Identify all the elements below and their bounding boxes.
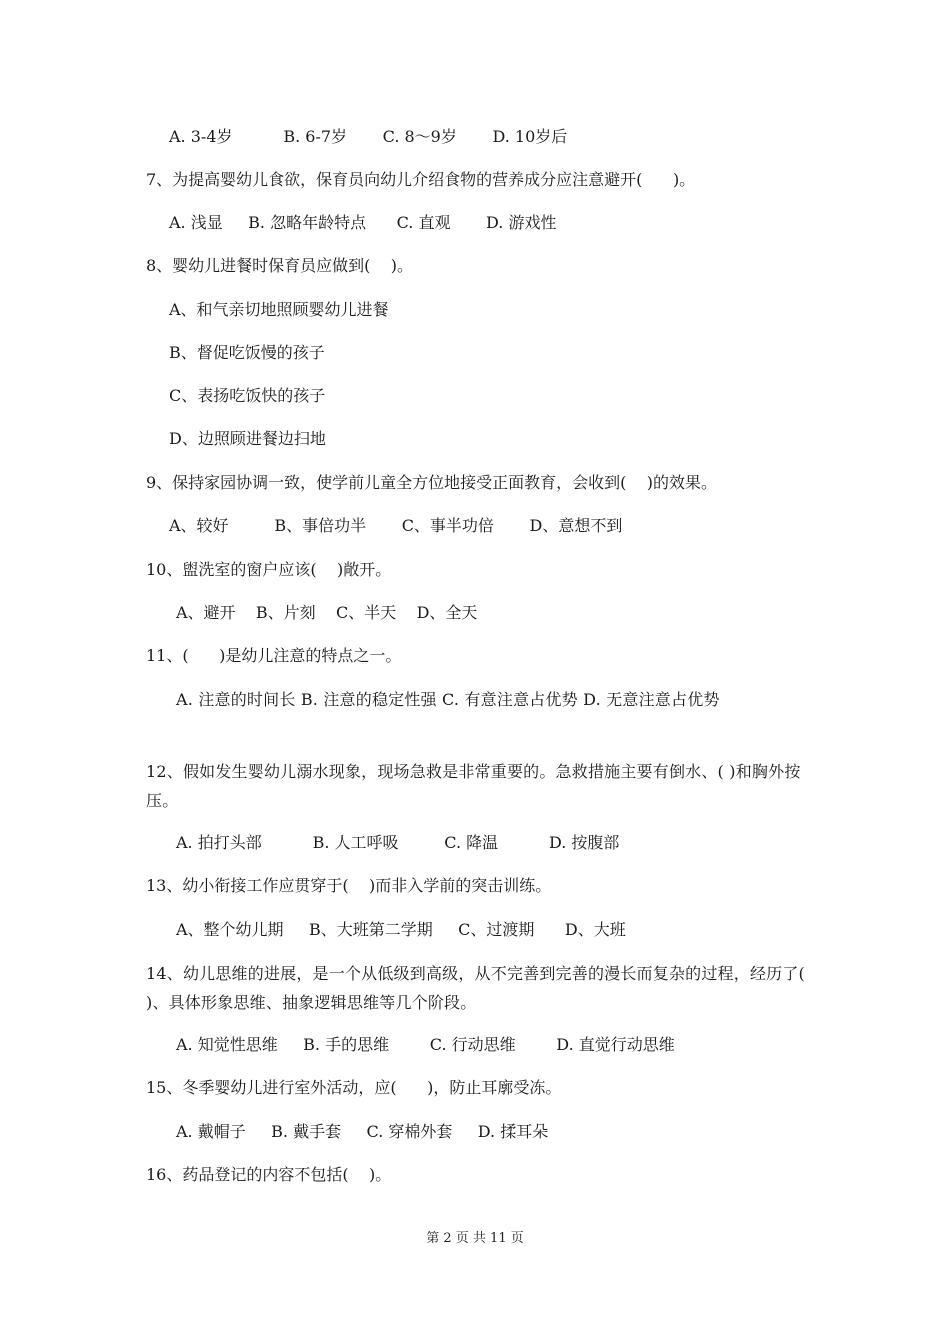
q14-stem: 14、幼儿思维的进展，是一个从低级到高级，从不完善到完善的漫长而复杂的过程，经历了( )、具体形象思维、抽象逻辑思维等几个阶段。 — [146, 964, 806, 1012]
page-footer: 第 2 页 共 11 页 — [426, 1231, 524, 1246]
q14-options: A. 知觉性思维 B. 手的思维 C. 行动思维 D. 直觉行动思维 — [176, 1035, 675, 1054]
q11-options: A. 注意的时间长 B. 注意的稳定性强 C. 有意注意占优势 D. 无意注意占优势 — [176, 690, 720, 709]
q8-option-c: C、表扬吃饭快的孩子 — [169, 386, 326, 405]
q15-stem: 15、冬季婴幼儿进行室外活动，应( )，防止耳廓受冻。 — [146, 1078, 562, 1097]
q8-stem: 8、婴幼儿进餐时保育员应做到( )。 — [146, 256, 414, 275]
q6-options: A. 3-4岁 B. 6-7岁 C. 8～9岁 D. 10岁后 — [169, 127, 568, 146]
q13-stem: 13、幼小衔接工作应贯穿于( )而非入学前的突击训练。 — [146, 876, 552, 895]
q13-options: A、整个幼儿期 B、大班第二学期 C、过渡期 D、大班 — [176, 920, 626, 939]
q7-options: A. 浅显 B. 忽略年龄特点 C. 直观 D. 游戏性 — [169, 213, 557, 232]
q10-stem: 10、盥洗室的窗户应该( )敞开。 — [146, 560, 392, 579]
q9-options: A、较好 B、事倍功半 C、事半功倍 D、意想不到 — [169, 516, 623, 535]
q16-stem: 16、药品登记的内容不包括( )。 — [146, 1165, 392, 1184]
q7-stem: 7、为提高婴幼儿食欲，保育员向幼儿介绍食物的营养成分应注意避开( )。 — [146, 170, 696, 189]
q9-stem: 9、保持家园协调一致，使学前儿童全方位地接受正面教育，会收到( )的效果。 — [146, 473, 718, 492]
q8-option-d: D、边照顾进餐边扫地 — [169, 429, 326, 448]
q10-options: A、避开 B、片刻 C、半天 D、全天 — [176, 603, 478, 622]
q15-options: A. 戴帽子 B. 戴手套 C. 穿棉外套 D. 揉耳朵 — [176, 1122, 549, 1141]
q8-option-b: B、督促吃饭慢的孩子 — [169, 343, 325, 362]
q12-options: A. 拍打头部 B. 人工呼吸 C. 降温 D. 按腹部 — [176, 833, 620, 852]
q11-stem: 11、( )是幼儿注意的特点之一。 — [146, 646, 402, 665]
q12-stem: 12、假如发生婴幼儿溺水现象，现场急救是非常重要的。急救措施主要有倒水、( )和胸外按压。 — [146, 762, 801, 810]
q8-option-a: A、和气亲切地照顾婴幼儿进餐 — [169, 300, 389, 319]
